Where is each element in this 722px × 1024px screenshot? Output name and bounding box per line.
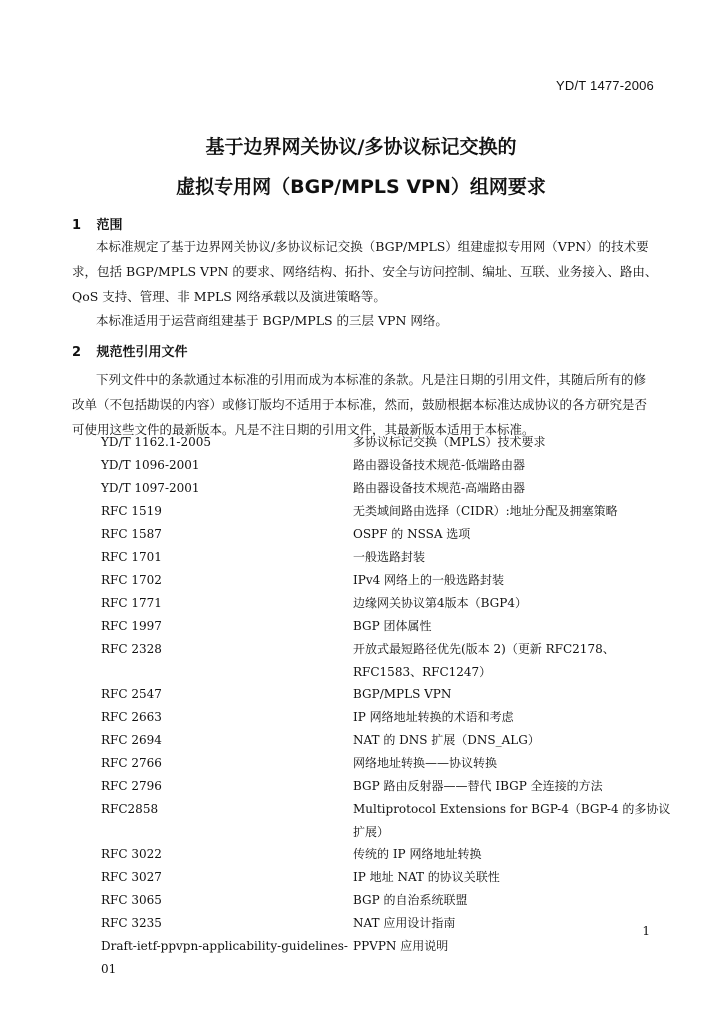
title-line-1: 基于边界网关协议/多协议标记交换的: [205, 136, 517, 158]
normative-paragraph: 下列文件中的条款通过本标准的引用而成为本标准的条款。凡是注日期的引用文件，其随后所有的修改单（不包括勘误的内容）或修订版均不适用于本标准，然而，鼓励根据本标准达成协议的各方研究是否可使用这些文件的最新版本。凡是不注日期的引用文件，其最新版本适用于本标准。: [72, 372, 648, 437]
reference-code: RFC 1701: [101, 550, 162, 564]
reference-title: BGP/MPLS VPN: [353, 687, 452, 701]
reference-title: 边缘网关协议第4版本（BGP4）: [353, 596, 527, 610]
reference-code: RFC 1587: [101, 527, 162, 541]
reference-item: [101, 546, 681, 569]
reference-item: [101, 431, 681, 454]
reference-title: BGP 的自治系统联盟: [353, 893, 468, 907]
page-number: 1: [642, 924, 650, 938]
reference-item: [101, 477, 681, 500]
reference-title: 网络地址转换——协议转换: [353, 756, 498, 770]
reference-item: [101, 912, 681, 935]
reference-title: 传统的 IP 网络地址转换: [353, 847, 482, 861]
title-line-2: 虚拟专用网（BGP/MPLS VPN）组网要求: [176, 176, 546, 198]
reference-title: NAT 应用设计指南: [353, 916, 456, 930]
reference-title: IPv4 网络上的一般选路封装: [353, 573, 505, 587]
reference-list: [101, 431, 681, 980]
reference-title: BGP 路由反射器——替代 IBGP 全连接的方法: [353, 779, 603, 793]
reference-title: 开放式最短路径优先(版本 2)（更新 RFC2178、RFC1583、RFC1247）: [353, 642, 615, 679]
section-title: 范围: [96, 218, 123, 233]
reference-code: YD/T 1162.1-2005: [101, 435, 211, 449]
reference-code: RFC 3022: [101, 847, 162, 861]
reference-item: [101, 569, 681, 592]
reference-item: [101, 889, 681, 912]
reference-item: [101, 843, 681, 866]
reference-item: [101, 500, 681, 523]
reference-title: 一般选路封装: [353, 550, 426, 564]
section-title: 规范性引用文件: [96, 345, 188, 360]
reference-code: RFC2858: [101, 802, 159, 816]
reference-item: [101, 523, 681, 546]
reference-title: 无类域间路由选择（CIDR）:地址分配及拥塞策略: [353, 504, 618, 518]
section-number: 2: [72, 345, 82, 360]
reference-title: 路由器设备技术规范-低端路由器: [353, 458, 526, 472]
reference-item: [101, 866, 681, 889]
reference-code: RFC 2663: [101, 710, 162, 724]
reference-code: Draft-ietf-ppvpn-applicability-guidelines-01: [101, 939, 348, 976]
reference-item: [101, 729, 681, 752]
reference-item: [101, 752, 681, 775]
reference-code: RFC 3065: [101, 893, 162, 907]
reference-title: BGP 团体属性: [353, 619, 432, 633]
reference-title: 多协议标记交换（MPLS）技术要求: [353, 435, 546, 449]
reference-item: [101, 638, 681, 683]
reference-item: [101, 615, 681, 638]
reference-title: OSPF 的 NSSA 选项: [353, 527, 471, 541]
reference-code: RFC 1702: [101, 573, 162, 587]
reference-item: [101, 798, 681, 843]
reference-code: RFC 1519: [101, 504, 162, 518]
section-1-heading: [72, 214, 123, 233]
reference-code: RFC 2694: [101, 733, 162, 747]
reference-item: [101, 683, 681, 706]
reference-title: IP 地址 NAT 的协议关联性: [353, 870, 500, 884]
reference-code: RFC 3235: [101, 916, 162, 930]
reference-code: RFC 1997: [101, 619, 162, 633]
reference-title: Multiprotocol Extensions for BGP-4（BGP-4 的多协议扩展）: [353, 802, 671, 839]
reference-code: YD/T 1097-2001: [101, 481, 200, 495]
reference-code: RFC 2796: [101, 779, 162, 793]
reference-item: [101, 706, 681, 729]
reference-item: [101, 454, 681, 477]
standard-code: YD/T 1477-2006: [556, 78, 654, 93]
reference-title: IP 网络地址转换的术语和考虑: [353, 710, 514, 724]
reference-title: 路由器设备技术规范-高端路由器: [353, 481, 526, 495]
reference-code: RFC 1771: [101, 596, 162, 610]
reference-item: [101, 775, 681, 798]
scope-paragraph-2: 本标准适用于运营商组建基于 BGP/MPLS 的三层 VPN 网络。: [96, 313, 448, 328]
section-number: 1: [72, 218, 82, 233]
reference-item: [101, 592, 681, 615]
reference-title: PPVPN 应用说明: [353, 939, 449, 953]
reference-code: RFC 2547: [101, 687, 162, 701]
reference-item: [101, 935, 681, 980]
reference-title: NAT 的 DNS 扩展（DNS_ALG）: [353, 733, 540, 747]
section-2-heading: [72, 341, 188, 360]
reference-code: RFC 2766: [101, 756, 162, 770]
reference-code: YD/T 1096-2001: [101, 458, 200, 472]
scope-paragraph-1: 本标准规定了基于边界网关协议/多协议标记交换（BGP/MPLS）组建虚拟专用网（VPN）的技术要求，包括 BGP/MPLS VPN 的要求、网络结构、拓扑、安全与访问控制、编址、互联、业务接入、路由、QoS 支持、管理、非 MPLS 网络承载以及演进策略等。: [72, 239, 658, 304]
reference-code: RFC 2328: [101, 642, 162, 656]
reference-code: RFC 3027: [101, 870, 162, 884]
